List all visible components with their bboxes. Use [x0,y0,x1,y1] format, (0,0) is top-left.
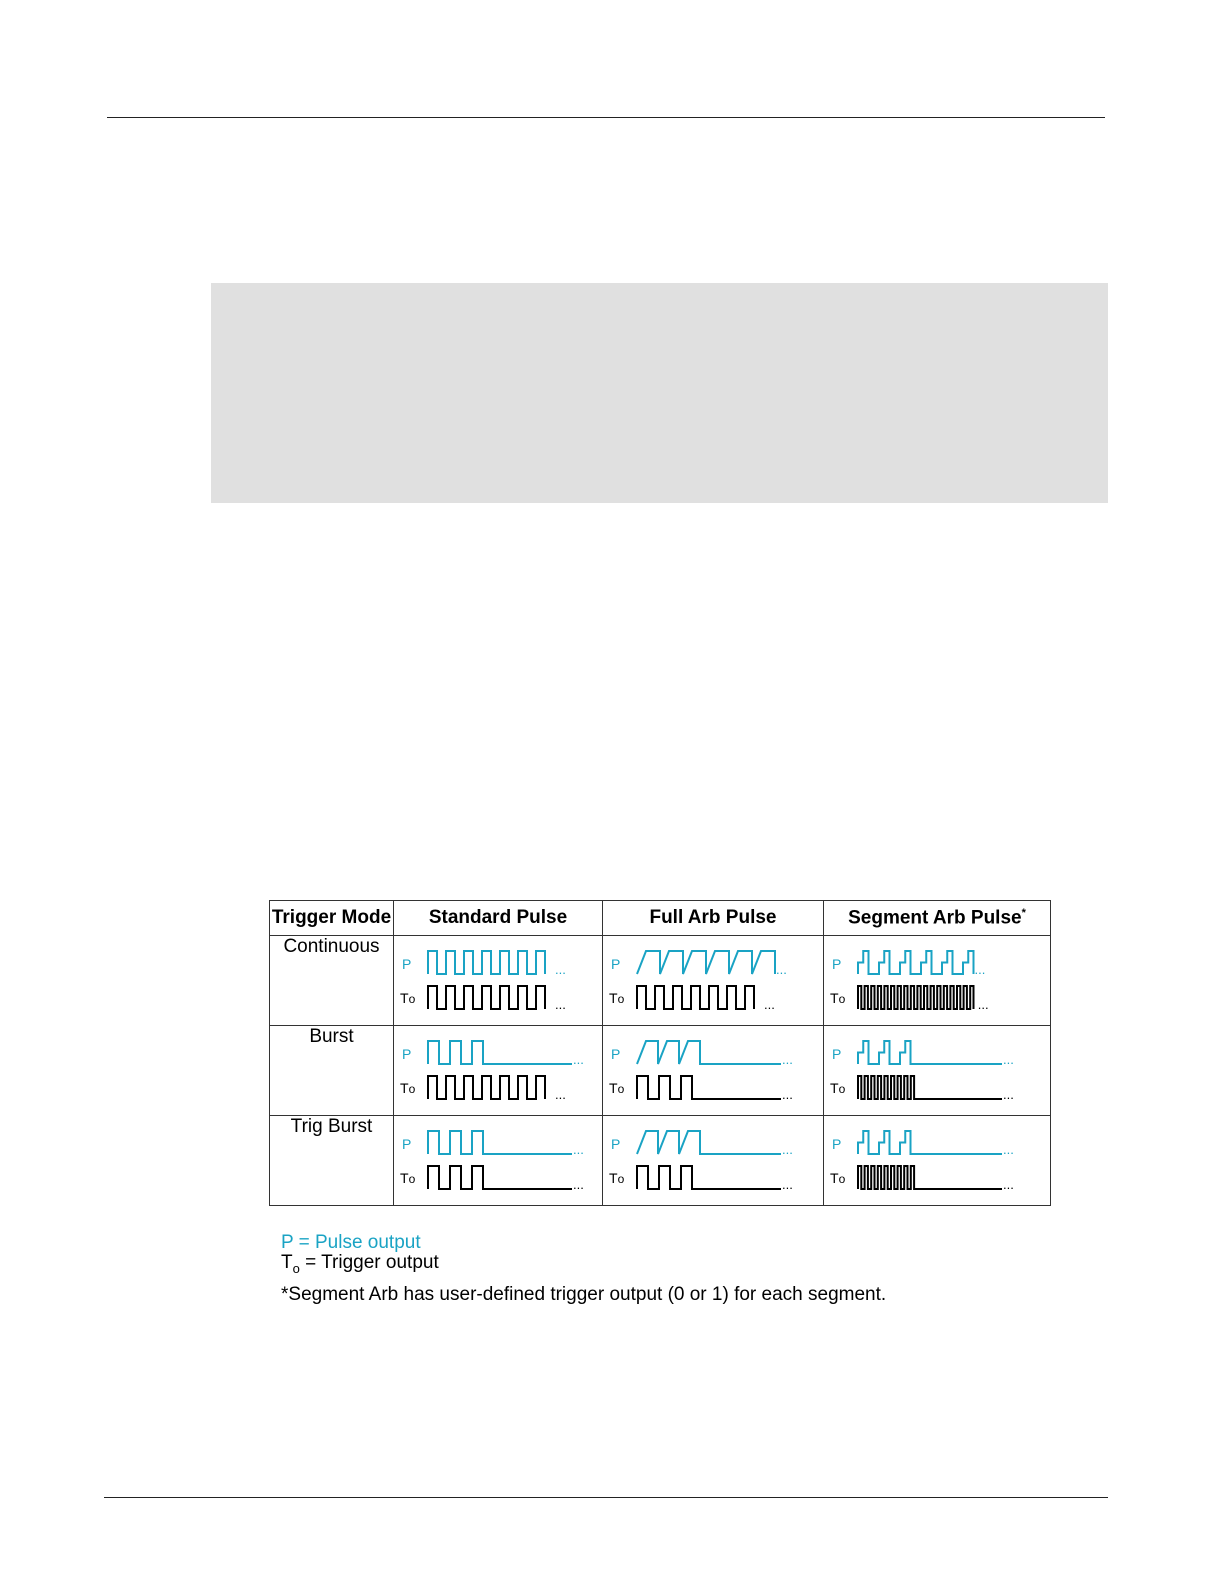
header-rule [107,117,1105,118]
continuous-standard-pulse-diagram [394,936,602,1025]
footer-rule [104,1497,1108,1498]
trig-burst-full-arb-pulse-waveforms [603,1116,803,1205]
trigger-label-sub: o [408,1082,416,1096]
trigger-label-main: T [400,1170,409,1186]
continuous-standard-pulse-trigger-waveform [428,986,545,1009]
burst-full-arb-pulse-trigger-continuation-dots: ... [782,1087,793,1102]
header-full-arb-pulse: Full Arb Pulse [603,901,824,936]
trig-burst-full-arb-pulse-pulse-continuation-dots: ... [782,1142,793,1157]
continuous-segment-arb-pulse-trigger-waveform [858,986,974,1009]
continuous-full-arb-pulse-waveforms [603,936,803,1025]
trigger-label-sub: o [838,992,846,1006]
trig-burst-standard-pulse-pulse-continuation-dots: ... [573,1142,584,1157]
legend-pulse: P = Pulse output [281,1232,421,1253]
trig-burst-segment-arb-pulse-pulse-waveform [858,1131,1002,1154]
trig-burst-standard-pulse-waveforms [394,1116,594,1205]
continuous-standard-pulse-cell [394,936,603,1026]
burst-full-arb-pulse-trigger-waveform [637,1076,781,1099]
burst-standard-pulse-diagram [394,1026,602,1115]
trig-burst-standard-pulse-cell [394,1116,603,1206]
burst-standard-pulse-pulse-continuation-dots: ... [573,1052,584,1067]
burst-segment-arb-pulse-pulse-continuation-dots: ... [1003,1052,1014,1067]
continuous-segment-arb-pulse-pulse-continuation-dots: ... [974,962,986,977]
continuous-standard-pulse-pulse-continuation-dots: ... [555,962,566,977]
trigger-label-main: T [400,990,409,1006]
continuous-standard-pulse-pulse-waveform [428,951,545,974]
pulse-label: P [402,956,412,972]
header-trigger-mode: Trigger Mode [270,901,394,936]
continuous-full-arb-pulse-diagram [603,936,823,1025]
burst-full-arb-pulse-waveforms [603,1026,803,1115]
trig-burst-standard-pulse-pulse-waveform [428,1131,572,1154]
burst-segment-arb-pulse-waveforms [824,1026,1024,1115]
trigger-label-main: T [609,1170,618,1186]
pulse-label: P [611,1046,621,1062]
burst-segment-arb-pulse-trigger-waveform [858,1076,1002,1099]
pulse-label: P [611,956,621,972]
burst-full-arb-pulse-diagram [603,1026,823,1115]
legend-trigger-main: T [281,1252,293,1273]
trig-burst-standard-pulse-diagram [394,1116,602,1205]
trig-burst-full-arb-pulse-diagram [603,1116,823,1205]
trig-burst-segment-arb-pulse-pulse-continuation-dots: ... [1003,1142,1014,1157]
continuous-standard-pulse-trigger-continuation-dots: ... [555,997,566,1012]
trig-burst-standard-pulse-trigger-continuation-dots: ... [573,1177,584,1192]
burst-full-arb-pulse-cell [603,1026,824,1116]
trig-burst-standard-pulse-trigger-waveform [428,1166,572,1189]
continuous-segment-arb-pulse-waveforms [824,936,1024,1025]
shaded-block [211,283,1108,503]
legend-trigger [281,1252,439,1276]
trig-burst-segment-arb-pulse-trigger-waveform [858,1166,1002,1189]
legend-trigger-sub: o [292,1260,300,1276]
burst-full-arb-pulse-pulse-continuation-dots: ... [782,1052,793,1067]
burst-segment-arb-pulse-cell [824,1026,1051,1116]
burst-standard-pulse-trigger-waveform [428,1076,545,1099]
trigger-label-sub: o [838,1172,846,1186]
trigger-label-sub: o [617,1082,625,1096]
burst-full-arb-pulse-pulse-waveform [637,1041,781,1064]
continuous-full-arb-pulse-trigger-continuation-dots: ... [764,997,775,1012]
footnote-mark: * [1021,906,1026,919]
header-segment-arb-pulse-label: Segment Arb Pulse [848,907,1022,929]
trigger-label-sub: o [408,1172,416,1186]
trig-burst-full-arb-pulse-trigger-waveform [637,1166,781,1189]
trigger-label-main: T [830,1080,839,1096]
continuous-segment-arb-pulse-cell [824,936,1051,1026]
mode-burst: Burst [270,1026,394,1116]
mode-trig-burst: Trig Burst [270,1116,394,1206]
trig-burst-segment-arb-pulse-diagram [824,1116,1050,1205]
trigger-label-main: T [830,990,839,1006]
mode-continuous: Continuous [270,936,394,1026]
trigger-label-sub: o [408,992,416,1006]
legend-trigger-rest: = Trigger output [299,1252,439,1273]
trig-burst-segment-arb-pulse-trigger-continuation-dots: ... [1003,1177,1014,1192]
burst-segment-arb-pulse-trigger-continuation-dots: ... [1003,1087,1014,1102]
continuous-full-arb-pulse-pulse-continuation-dots: ... [776,962,787,977]
pulse-label: P [611,1136,621,1152]
header-standard-pulse: Standard Pulse [394,901,603,936]
trig-burst-segment-arb-pulse-waveforms [824,1116,1024,1205]
burst-segment-arb-pulse-diagram [824,1026,1050,1115]
trigger-label-main: T [609,990,618,1006]
trigger-label-sub: o [617,1172,625,1186]
pulse-label: P [402,1136,412,1152]
trigger-mode-table [269,900,1051,1206]
trigger-label-main: T [609,1080,618,1096]
table-row [270,1026,1051,1116]
legend-note: *Segment Arb has user-defined trigger output (0 or 1) for each segment. [281,1284,887,1305]
pulse-label: P [402,1046,412,1062]
pulse-label: P [832,1046,842,1062]
trig-burst-full-arb-pulse-pulse-waveform [637,1131,781,1154]
continuous-full-arb-pulse-trigger-waveform [637,986,754,1009]
table-header-row [270,901,1051,936]
burst-segment-arb-pulse-pulse-waveform [858,1041,1002,1064]
table-row [270,1116,1051,1206]
continuous-standard-pulse-waveforms [394,936,594,1025]
burst-standard-pulse-pulse-waveform [428,1041,572,1064]
burst-standard-pulse-waveforms [394,1026,594,1115]
continuous-segment-arb-pulse-diagram [824,936,1050,1025]
trigger-label-sub: o [617,992,625,1006]
continuous-segment-arb-pulse-pulse-waveform [858,951,974,974]
trig-burst-segment-arb-pulse-cell [824,1116,1051,1206]
header-segment-arb-pulse [824,901,1051,936]
continuous-full-arb-pulse-pulse-waveform [637,951,775,974]
trigger-label-main: T [830,1170,839,1186]
trigger-label-sub: o [838,1082,846,1096]
pulse-label: P [832,1136,842,1152]
trig-burst-full-arb-pulse-trigger-continuation-dots: ... [782,1177,793,1192]
pulse-label: P [832,956,842,972]
burst-standard-pulse-trigger-continuation-dots: ... [555,1087,566,1102]
table-row [270,936,1051,1026]
burst-standard-pulse-cell [394,1026,603,1116]
continuous-full-arb-pulse-cell [603,936,824,1026]
trigger-label-main: T [400,1080,409,1096]
continuous-segment-arb-pulse-trigger-continuation-dots: ... [977,997,989,1012]
trig-burst-full-arb-pulse-cell [603,1116,824,1206]
